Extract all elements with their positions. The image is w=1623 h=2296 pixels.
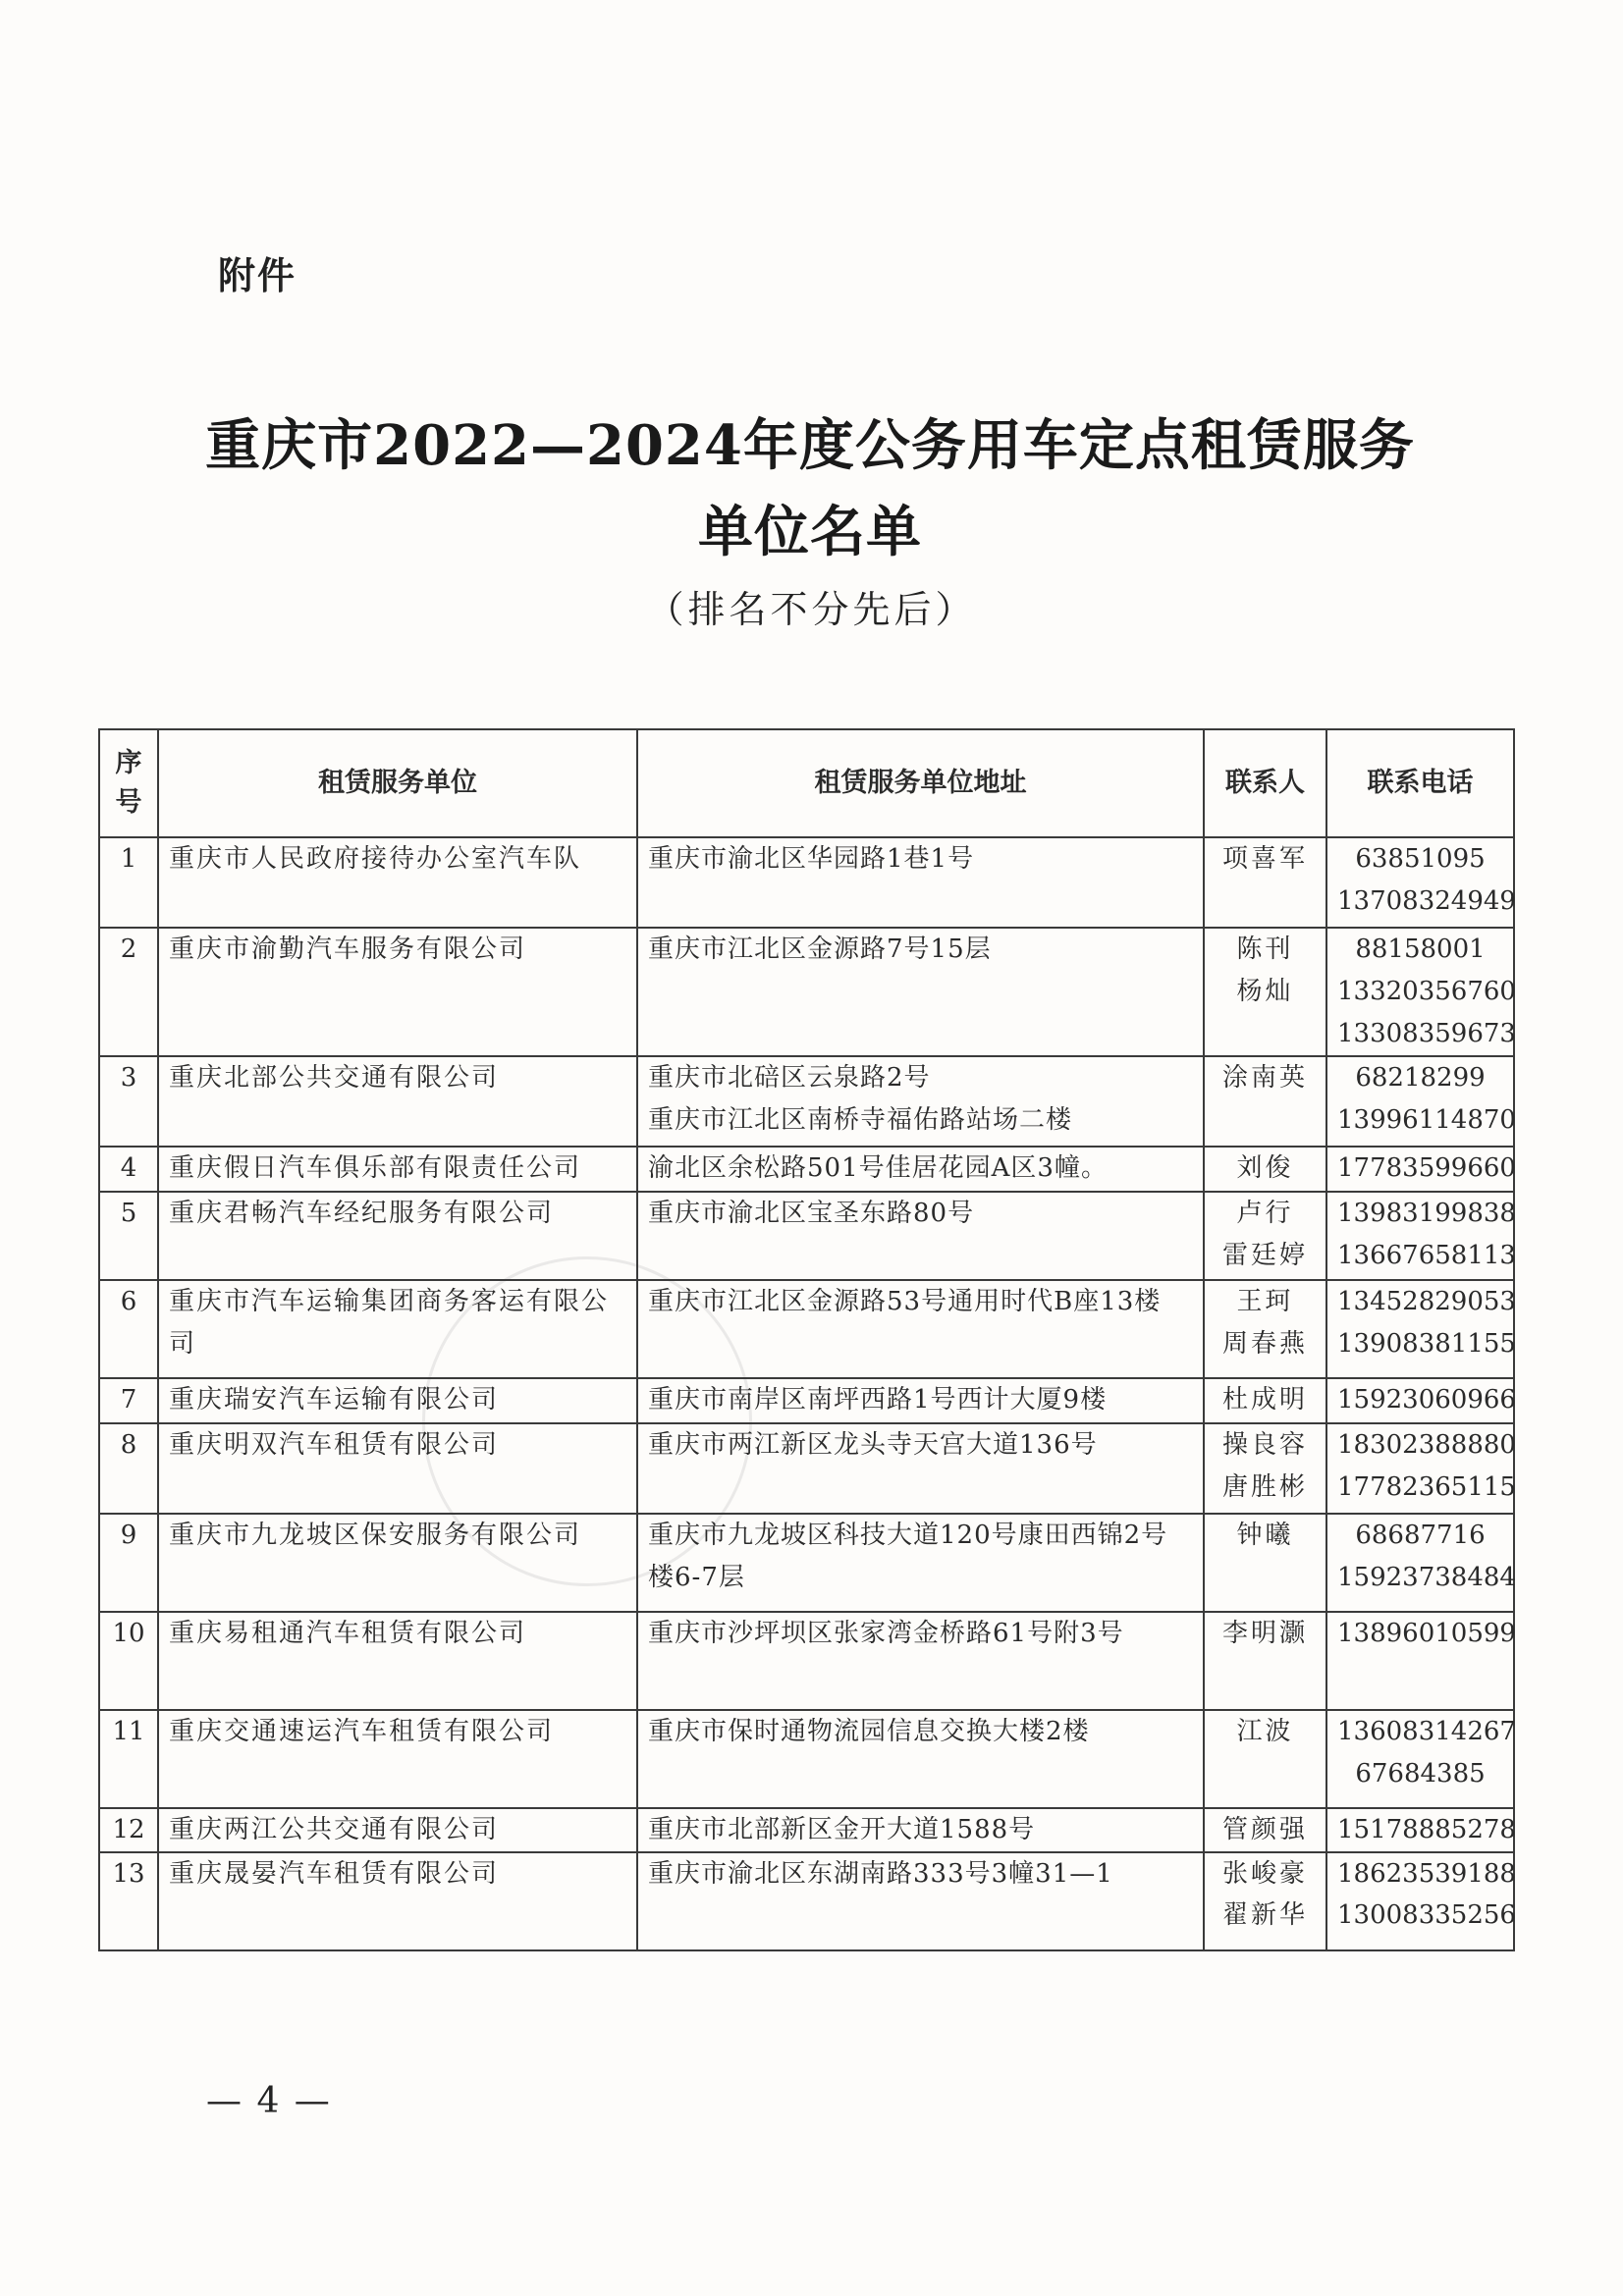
row-rental-unit: 重庆假日汽车俱乐部有限责任公司 bbox=[158, 1147, 637, 1192]
row-serial-number: 1 bbox=[99, 837, 158, 928]
table-row bbox=[99, 928, 1514, 1056]
phone-number: 63851095 bbox=[1355, 844, 1486, 874]
header-unit-address: 租赁服务单位地址 bbox=[637, 729, 1204, 837]
row-serial-number: 2 bbox=[99, 928, 158, 1056]
table-row bbox=[99, 1514, 1514, 1612]
row-contact-phone bbox=[1326, 1612, 1514, 1710]
table-header-row bbox=[99, 729, 1514, 837]
row-rental-unit: 重庆市九龙坡区保安服务有限公司 bbox=[158, 1514, 637, 1612]
phone-number: 18623539188 bbox=[1337, 1858, 1516, 1889]
row-contact-phone bbox=[1326, 928, 1514, 1056]
contact-name: 刘俊 bbox=[1236, 1152, 1294, 1183]
phone-number: 13983199838 bbox=[1337, 1198, 1516, 1228]
row-unit-address: 渝北区余松路501号佳居花园A区3幢。 bbox=[637, 1147, 1204, 1192]
row-rental-unit: 重庆交通速运汽车租赁有限公司 bbox=[158, 1710, 637, 1808]
row-contact-phone bbox=[1326, 1280, 1514, 1378]
row-contact-person bbox=[1204, 1423, 1326, 1514]
row-rental-unit: 重庆北部公共交通有限公司 bbox=[158, 1056, 637, 1147]
header-rental-unit: 租赁服务单位 bbox=[158, 729, 637, 837]
table-row bbox=[99, 1852, 1514, 1950]
header-contact-phone: 联系电话 bbox=[1326, 729, 1514, 837]
contact-name: 杨灿 bbox=[1236, 976, 1294, 1006]
row-rental-unit: 重庆市人民政府接待办公室汽车队 bbox=[158, 837, 637, 928]
contact-name: 雷廷婷 bbox=[1221, 1240, 1308, 1270]
row-serial-number: 11 bbox=[99, 1710, 158, 1808]
row-serial-number: 7 bbox=[99, 1378, 158, 1423]
phone-number: 13608314267 bbox=[1337, 1716, 1516, 1746]
contact-name: 张峻豪 bbox=[1221, 1858, 1308, 1889]
row-serial-number: 13 bbox=[99, 1852, 158, 1950]
phone-number: 13908381155 bbox=[1337, 1328, 1516, 1359]
phone-number: 88158001 bbox=[1355, 934, 1486, 964]
row-contact-person bbox=[1204, 1280, 1326, 1378]
phone-number: 13452829053 bbox=[1337, 1286, 1516, 1316]
row-rental-unit: 重庆明双汽车租赁有限公司 bbox=[158, 1423, 637, 1514]
row-serial-number: 5 bbox=[99, 1192, 158, 1280]
row-serial-number: 10 bbox=[99, 1612, 158, 1710]
row-unit-address: 重庆市沙坪坝区张家湾金桥路61号附3号 bbox=[637, 1612, 1204, 1710]
phone-number: 67684385 bbox=[1355, 1758, 1486, 1789]
row-contact-person bbox=[1204, 1056, 1326, 1147]
table-row bbox=[99, 1612, 1514, 1710]
row-unit-address: 重庆市九龙坡区科技大道120号康田西锦2号楼6-7层 bbox=[637, 1514, 1204, 1612]
contact-name: 卢行 bbox=[1236, 1198, 1294, 1228]
rental-service-table bbox=[98, 728, 1515, 1951]
header-serial-number: 序 号 bbox=[99, 729, 158, 837]
phone-number: 13667658113 bbox=[1337, 1240, 1516, 1270]
table-row bbox=[99, 1808, 1514, 1852]
header-contact-person: 联系人 bbox=[1204, 729, 1326, 837]
document-subtitle: （排名不分先后） bbox=[646, 588, 977, 631]
contact-name: 翟新华 bbox=[1221, 1900, 1308, 1931]
row-unit-address: 重庆市北部新区金开大道1588号 bbox=[637, 1808, 1204, 1852]
row-serial-number: 6 bbox=[99, 1280, 158, 1378]
contact-name: 王珂 bbox=[1236, 1286, 1294, 1316]
contact-name: 李明灏 bbox=[1221, 1618, 1308, 1648]
contact-name: 钟曦 bbox=[1236, 1520, 1294, 1550]
row-contact-phone bbox=[1326, 1192, 1514, 1280]
row-contact-phone bbox=[1326, 1852, 1514, 1950]
table-row bbox=[99, 1423, 1514, 1514]
row-serial-number: 8 bbox=[99, 1423, 158, 1514]
row-contact-person bbox=[1204, 1192, 1326, 1280]
table-row bbox=[99, 1192, 1514, 1280]
contact-name: 管颜强 bbox=[1221, 1814, 1308, 1844]
row-rental-unit: 重庆易租通汽车租赁有限公司 bbox=[158, 1612, 637, 1710]
table-row bbox=[99, 1710, 1514, 1808]
phone-number: 13708324949 bbox=[1337, 885, 1516, 916]
row-contact-person bbox=[1204, 837, 1326, 928]
table-row bbox=[99, 1280, 1514, 1378]
document-title-line1: 重庆市2022—2024年度公务用车定点租赁服务 bbox=[205, 413, 1415, 478]
contact-name: 江波 bbox=[1236, 1716, 1294, 1746]
row-contact-person bbox=[1204, 1514, 1326, 1612]
contact-name: 杜成明 bbox=[1221, 1384, 1308, 1415]
table-row bbox=[99, 1056, 1514, 1147]
phone-number: 13996114870 bbox=[1337, 1104, 1516, 1135]
row-unit-address: 重庆市江北区金源路53号通用时代B座13楼 bbox=[637, 1280, 1204, 1378]
table-row bbox=[99, 1378, 1514, 1423]
row-unit-address: 重庆市渝北区华园路1巷1号 bbox=[637, 837, 1204, 928]
phone-number: 15923738484 bbox=[1337, 1562, 1516, 1592]
row-serial-number: 3 bbox=[99, 1056, 158, 1147]
page-number: — 4 — bbox=[206, 2081, 332, 2121]
contact-name: 陈刊 bbox=[1236, 934, 1294, 964]
row-serial-number: 4 bbox=[99, 1147, 158, 1192]
row-unit-address: 重庆市渝北区宝圣东路80号 bbox=[637, 1192, 1204, 1280]
row-contact-person bbox=[1204, 1612, 1326, 1710]
contact-name: 周春燕 bbox=[1221, 1328, 1308, 1359]
row-contact-phone bbox=[1326, 1514, 1514, 1612]
phone-number: 13320356760 bbox=[1337, 976, 1516, 1006]
contact-name: 项喜军 bbox=[1221, 844, 1308, 874]
row-unit-address: 重庆市北碚区云泉路2号 重庆市江北区南桥寺福佑路站场二楼 bbox=[637, 1056, 1204, 1147]
row-rental-unit: 重庆市汽车运输集团商务客运有限公司 bbox=[158, 1280, 637, 1378]
phone-number: 13308359673 bbox=[1337, 1018, 1516, 1048]
table-row bbox=[99, 837, 1514, 928]
row-contact-person bbox=[1204, 1710, 1326, 1808]
row-unit-address: 重庆市渝北区东湖南路333号3幢31—1 bbox=[637, 1852, 1204, 1950]
row-unit-address: 重庆市两江新区龙头寺天宫大道136号 bbox=[637, 1423, 1204, 1514]
contact-name: 操良容 bbox=[1221, 1429, 1308, 1460]
row-contact-phone bbox=[1326, 837, 1514, 928]
phone-number: 68218299 bbox=[1355, 1062, 1486, 1093]
row-contact-phone bbox=[1326, 1423, 1514, 1514]
phone-number: 17782365115 bbox=[1337, 1471, 1516, 1502]
row-rental-unit: 重庆市渝勤汽车服务有限公司 bbox=[158, 928, 637, 1056]
row-contact-phone bbox=[1326, 1378, 1514, 1423]
table-body bbox=[99, 837, 1514, 1950]
row-serial-number: 9 bbox=[99, 1514, 158, 1612]
phone-number: 68687716 bbox=[1355, 1520, 1486, 1550]
row-rental-unit: 重庆瑞安汽车运输有限公司 bbox=[158, 1378, 637, 1423]
row-serial-number: 12 bbox=[99, 1808, 158, 1852]
row-rental-unit: 重庆君畅汽车经纪服务有限公司 bbox=[158, 1192, 637, 1280]
row-unit-address: 重庆市南岸区南坪西路1号西计大厦9楼 bbox=[637, 1378, 1204, 1423]
phone-number: 15178885278 bbox=[1337, 1814, 1516, 1844]
contact-name: 唐胜彬 bbox=[1221, 1471, 1308, 1502]
row-contact-person bbox=[1204, 928, 1326, 1056]
table-row bbox=[99, 1147, 1514, 1192]
phone-number: 15923060966 bbox=[1337, 1384, 1516, 1415]
row-unit-address: 重庆市江北区金源路7号15层 bbox=[637, 928, 1204, 1056]
document-title-line2: 单位名单 bbox=[698, 500, 922, 564]
row-contact-phone bbox=[1326, 1147, 1514, 1192]
row-contact-person bbox=[1204, 1852, 1326, 1950]
row-contact-person bbox=[1204, 1808, 1326, 1852]
row-contact-person bbox=[1204, 1378, 1326, 1423]
phone-number: 18302388880 bbox=[1337, 1429, 1516, 1460]
contact-name: 涂南英 bbox=[1221, 1062, 1308, 1093]
row-contact-person bbox=[1204, 1147, 1326, 1192]
row-contact-phone bbox=[1326, 1056, 1514, 1147]
row-contact-phone bbox=[1326, 1808, 1514, 1852]
row-rental-unit: 重庆两江公共交通有限公司 bbox=[158, 1808, 637, 1852]
phone-number: 13008335256 bbox=[1337, 1900, 1516, 1931]
row-rental-unit: 重庆晟晏汽车租赁有限公司 bbox=[158, 1852, 637, 1950]
attachment-label: 附件 bbox=[218, 254, 298, 297]
row-unit-address: 重庆市保时通物流园信息交换大楼2楼 bbox=[637, 1710, 1204, 1808]
row-contact-phone bbox=[1326, 1710, 1514, 1808]
phone-number: 17783599660 bbox=[1337, 1152, 1516, 1183]
phone-number: 13896010599 bbox=[1337, 1618, 1516, 1648]
